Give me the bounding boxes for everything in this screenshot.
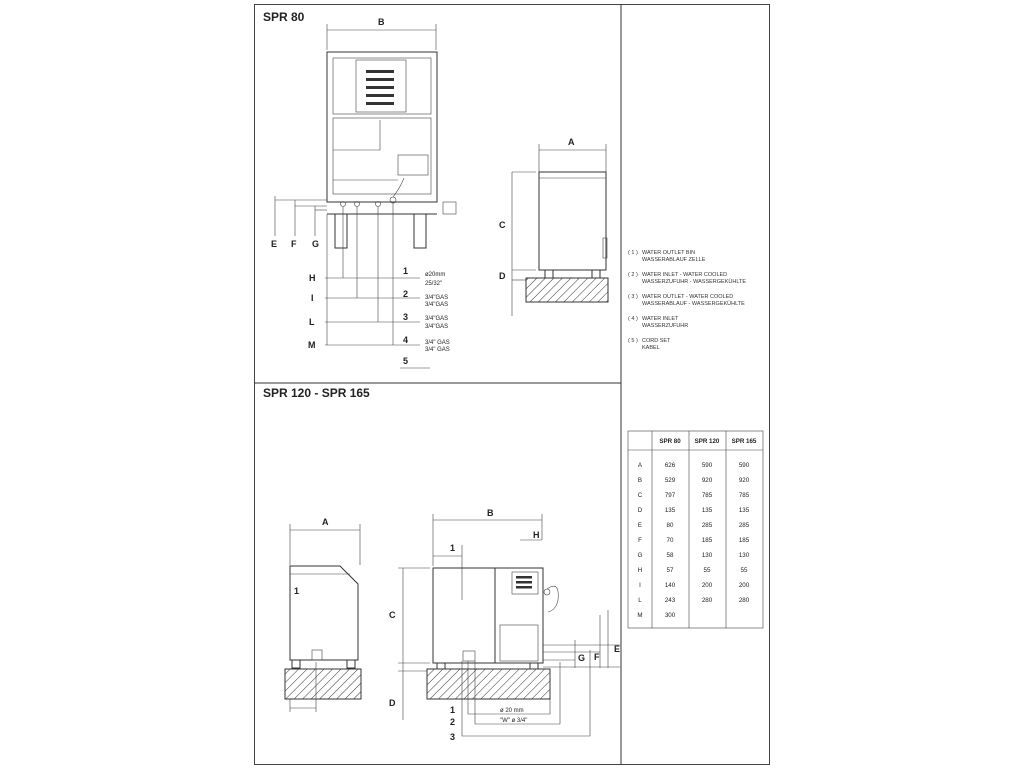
dim-label-l: L — [309, 317, 315, 327]
spr120-front-view — [389, 508, 620, 742]
table-cell: 785 — [701, 492, 713, 499]
conn-spec-1b: 25/32" — [425, 281, 443, 287]
legend-4-de: WASSERZUFUHR — [642, 323, 689, 329]
table-cell: 785 — [738, 492, 750, 499]
dimension-table — [628, 431, 763, 628]
table-cell: 58 — [666, 552, 674, 559]
conn-num-2: 2 — [403, 289, 409, 299]
table-cell: 200 — [701, 582, 713, 589]
table-cell: G — [637, 552, 643, 559]
dim-label-h-bottom: H — [533, 530, 540, 540]
spr120-side-view — [285, 517, 361, 712]
table-cell: 135 — [701, 507, 713, 514]
table-header-cell: SPR 120 — [694, 438, 720, 445]
table-cell: 55 — [740, 567, 748, 574]
table-cell: L — [638, 597, 642, 604]
conn-num-5: 5 — [403, 356, 409, 366]
table-cell: 200 — [738, 582, 750, 589]
table-cell: E — [637, 522, 643, 529]
table-cell: F — [638, 537, 642, 544]
dim-label-d-side: D — [499, 271, 506, 281]
legend-3-num: ( 3 ) — [628, 294, 638, 300]
conn-spec-3a: 3/4"GAS — [425, 316, 449, 322]
table-cell: 797 — [664, 492, 676, 499]
dim-label-c-bottom: C — [389, 610, 396, 620]
callout-1-side: 1 — [294, 586, 300, 596]
legend-4-num: ( 4 ) — [628, 316, 638, 322]
legend-2-en: WATER INLET - WATER COOLED — [642, 272, 728, 278]
legend-5-de: KABEL — [642, 345, 660, 351]
spr80-side-view — [499, 137, 608, 316]
dim-label-e-bottom: E — [614, 644, 621, 654]
table-cell: D — [637, 507, 643, 514]
dim-label-c-side: C — [499, 220, 506, 230]
table-cell: H — [637, 567, 643, 574]
table-cell: C — [637, 492, 643, 499]
conn-bottom-num-2: 2 — [450, 717, 456, 727]
conn-spec-4a: 3/4" GAS — [425, 340, 450, 346]
dim-label-d-bottom: D — [389, 698, 396, 708]
legend-1-de: WASSERABLAUF ZELLE — [642, 257, 706, 263]
dim-label-b-bottom: B — [487, 508, 494, 518]
dim-label-m: M — [308, 340, 316, 350]
table-cell: 135 — [664, 507, 676, 514]
table-cell: 130 — [738, 552, 750, 559]
table-cell: 280 — [738, 597, 750, 604]
legend-1-num: ( 1 ) — [628, 250, 638, 256]
table-cell: 590 — [738, 462, 750, 469]
table-cell: 920 — [701, 477, 713, 484]
table-cell: 140 — [664, 582, 676, 589]
table-cell: 590 — [701, 462, 713, 469]
dim-label-g: G — [312, 239, 320, 249]
dim-label-h: H — [309, 273, 316, 283]
table-cell: 529 — [664, 477, 676, 484]
dim-label-a-side: A — [568, 137, 575, 147]
table-header-cell: SPR 165 — [731, 438, 757, 445]
table-cell: 130 — [701, 552, 713, 559]
dim-label-a-bottom: A — [322, 517, 329, 527]
spr80-front-view — [271, 17, 456, 368]
conn-spec-4b: 3/4" GAS — [425, 347, 450, 353]
conn-num-4: 4 — [403, 335, 409, 345]
table-cell: 280 — [701, 597, 713, 604]
table-cell: 80 — [666, 522, 674, 529]
connections-legend — [628, 250, 746, 351]
table-cell: 285 — [738, 522, 750, 529]
legend-2-num: ( 2 ) — [628, 272, 638, 278]
table-cell: 70 — [666, 537, 674, 544]
table-cell: 920 — [738, 477, 750, 484]
dim-label-f-bottom: F — [594, 652, 600, 662]
conn-bottom-spec-1: ø 20 mm — [500, 708, 524, 714]
dim-label-b: B — [378, 17, 385, 27]
conn-spec-2b: 3/4"GAS — [425, 302, 449, 308]
section-title-spr120-165: SPR 120 - SPR 165 — [263, 386, 370, 400]
table-cell: M — [637, 612, 643, 619]
conn-num-1: 1 — [403, 266, 409, 276]
section-title-spr80: SPR 80 — [263, 10, 305, 24]
conn-bottom-num-1: 1 — [450, 705, 456, 715]
legend-3-en: WATER OUTLET - WATER COOLED — [642, 294, 734, 300]
conn-bottom-spec-2: "W" ø 3/4" — [500, 718, 528, 724]
legend-5-en: CORD SET — [642, 338, 671, 344]
dim-label-e: E — [271, 239, 278, 249]
legend-1-en: WATER OUTLET BIN — [642, 250, 696, 256]
table-cell: 626 — [664, 462, 676, 469]
legend-3-de: WASSERABLAUF - WASSERGEKÜHLTE — [642, 301, 745, 307]
table-cell: 135 — [738, 507, 750, 514]
conn-num-3: 3 — [403, 312, 409, 322]
conn-bottom-num-3: 3 — [450, 732, 456, 742]
table-cell: B — [637, 477, 643, 484]
dim-label-f: F — [291, 239, 297, 249]
table-header-cell: SPR 80 — [659, 438, 681, 445]
table-cell: 185 — [701, 537, 713, 544]
legend-2-de: WASSERZUFUHR - WASSERGEKÜHLTE — [642, 279, 746, 285]
dim-label-g-bottom: G — [578, 653, 586, 663]
table-cell: 185 — [738, 537, 750, 544]
legend-4-en: WATER INLET — [642, 316, 679, 322]
table-cell: I — [639, 582, 641, 589]
callout-1-front: 1 — [450, 543, 456, 553]
table-cell: A — [637, 462, 643, 469]
conn-spec-2a: 3/4"GAS — [425, 295, 449, 301]
legend-5-num: ( 5 ) — [628, 338, 638, 344]
table-cell: 285 — [701, 522, 713, 529]
table-cell: 55 — [703, 567, 711, 574]
conn-spec-3b: 3/4"GAS — [425, 324, 449, 330]
table-cell: 57 — [666, 567, 674, 574]
conn-spec-1a: ø20mm — [425, 272, 446, 278]
table-cell: 300 — [664, 612, 676, 619]
table-cell: 243 — [664, 597, 676, 604]
dim-label-i: I — [311, 293, 314, 303]
